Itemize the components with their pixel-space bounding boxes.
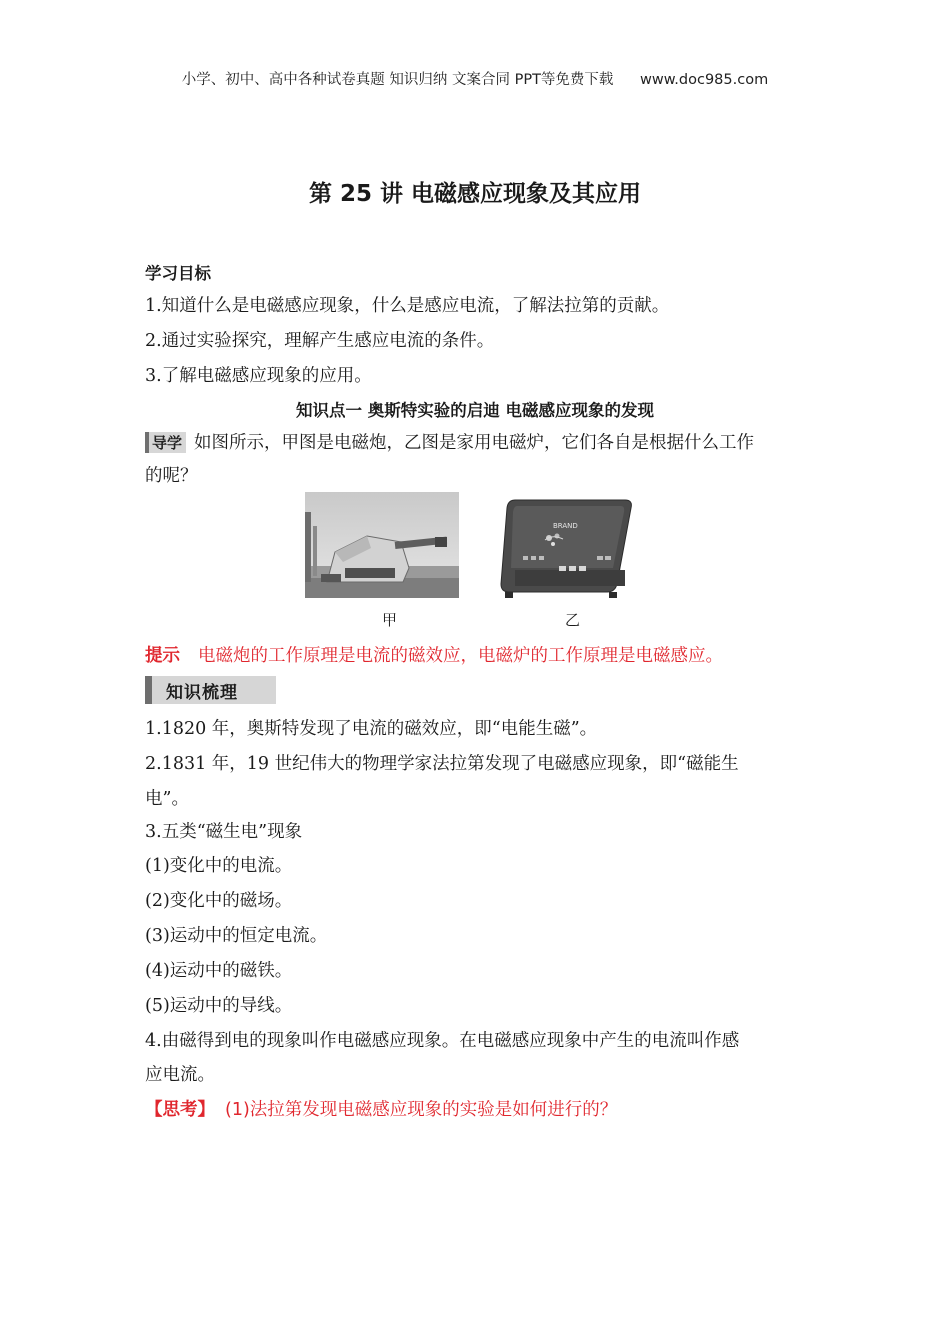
sort-line-1: 1.1820 年，奥斯特发现了电流的磁效应，即“电能生磁”。 — [145, 719, 598, 739]
knowledge-sort-heading: 知识梳理 — [166, 683, 238, 703]
hint-paragraph — [145, 642, 723, 667]
sort-line-3-3: (3)运动中的恒定电流。 — [145, 926, 328, 946]
hint-label: 提示 — [145, 646, 180, 666]
sort-line-3-4: (4)运动中的磁铁。 — [145, 961, 293, 981]
guide-text-line2: 的呢？ — [145, 466, 198, 486]
sort-line-3-5: (5)运动中的导线。 — [145, 996, 293, 1016]
knowledge-sort-banner — [145, 676, 276, 704]
goal-item-1: 1.知道什么是电磁感应现象，什么是感应电流，了解法拉第的贡献。 — [145, 296, 670, 316]
figure-jia-caption: 甲 — [382, 611, 398, 629]
header-site[interactable]: www.doc985.com — [640, 72, 769, 88]
sort-line-3-1: (1)变化中的电流。 — [145, 856, 293, 876]
think-paragraph — [145, 1096, 617, 1121]
goal-item-3: 3.了解电磁感应现象的应用。 — [145, 366, 372, 386]
goal-item-2: 2.通过实验探究，理解产生感应电流的条件。 — [145, 331, 495, 351]
sort-line-2-cont: 电”。 — [145, 789, 189, 809]
page-header — [0, 68, 950, 89]
cooktop-illustration — [497, 494, 635, 600]
think-text: (1)法拉第发现电磁感应现象的实验是如何进行的？ — [225, 1100, 618, 1120]
sort-line-4: 4.由磁得到电的现象叫作电磁感应现象。在电磁感应现象中产生的电流叫作感 — [145, 1031, 740, 1051]
sort-line-4-cont: 应电流。 — [145, 1065, 215, 1085]
lecture-title: 第 25 讲 电磁感应现象及其应用 — [308, 181, 642, 207]
figure-yi-caption: 乙 — [565, 611, 581, 629]
sort-line-3: 3.五类“磁生电”现象 — [145, 822, 303, 842]
hint-text: 电磁炮的工作原理是电流的磁效应，电磁炉的工作原理是电磁感应。 — [198, 646, 723, 666]
guide-paragraph — [145, 429, 754, 454]
guide-badge: 导学 — [145, 432, 186, 453]
section-heading: 知识点一 奥斯特实验的启迪 电磁感应现象的发现 — [296, 401, 654, 420]
goals-heading: 学习目标 — [145, 264, 211, 283]
sort-line-2: 2.1831 年，19 世纪伟大的物理学家法拉第发现了电磁感应现象，即“磁能生 — [145, 754, 739, 774]
think-label: 【思考】 — [145, 1100, 215, 1120]
guide-text-line1: 如图所示，甲图是电磁炮，乙图是家用电磁炉，它们各自是根据什么工作 — [194, 433, 755, 453]
sort-line-3-2: (2)变化中的磁场。 — [145, 891, 293, 911]
railgun-photo — [305, 492, 459, 598]
cooktop-brand-text: BRAND — [553, 522, 578, 530]
header-text: 小学、初中、高中各种试卷真题 知识归纳 文案合同 PPT等免费下载 — [181, 72, 614, 88]
